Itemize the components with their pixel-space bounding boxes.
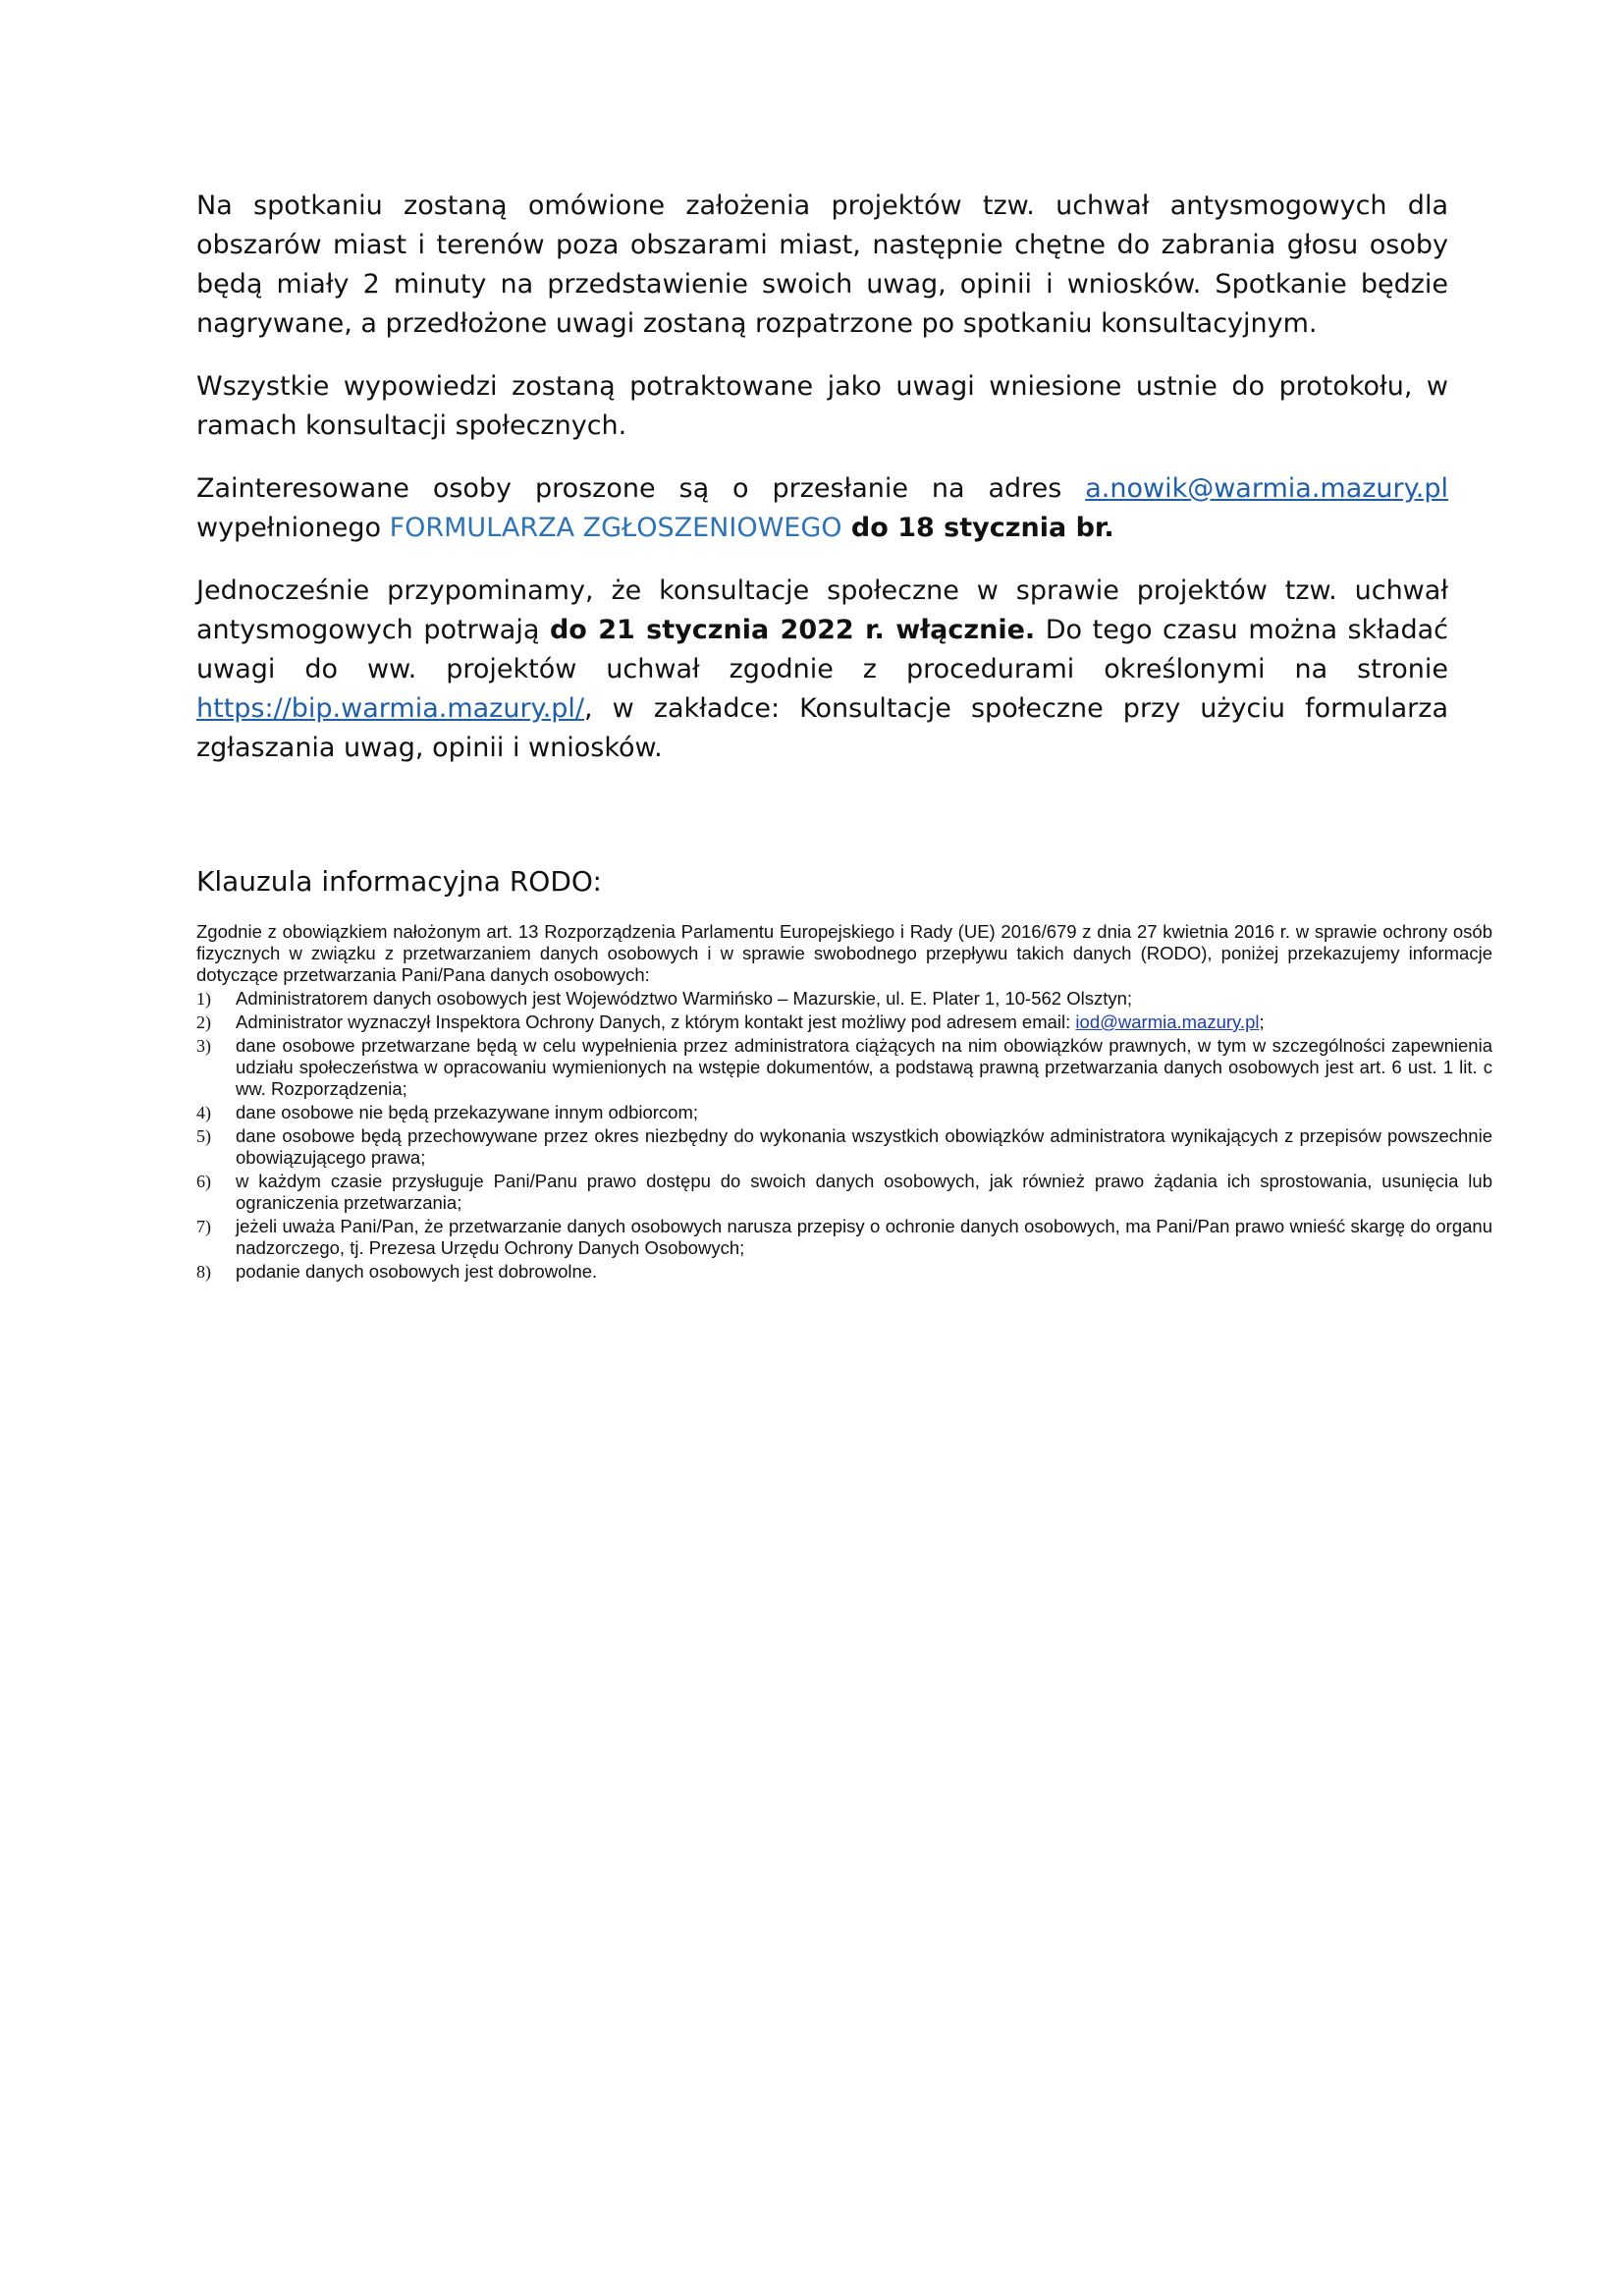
rodo-item-number: 2) xyxy=(196,1012,211,1032)
bip-link[interactable]: https://bip.warmia.mazury.pl/ xyxy=(196,693,585,724)
registration-form-link[interactable]: FORMULARZA ZGŁOSZENIOWEGO xyxy=(389,513,842,543)
email-link[interactable]: a.nowik@warmia.mazury.pl xyxy=(1085,473,1448,504)
rodo-clause xyxy=(196,921,1492,1283)
registration-text-after: wypełnionego xyxy=(196,513,390,543)
paragraph-registration xyxy=(196,469,1448,548)
rodo-item-number: 7) xyxy=(196,1217,211,1236)
document-page xyxy=(196,187,1492,1285)
rodo-item-text: Administratorem danych osobowych jest Województwo Warmińsko – Mazurskie, ul. E. Plater 1, 10-562 Olsztyn; xyxy=(236,988,1133,1009)
rodo-item-7 xyxy=(196,1216,1492,1259)
rodo-item-text: w każdym czasie przysługuje Pani/Panu prawo dostępu do swoich danych osobowych, jak również prawo żądania ich sprostowania, usunięcia lub ograniczenia przetwarzania; xyxy=(236,1171,1492,1213)
rodo-item-8 xyxy=(196,1261,1492,1283)
rodo-item-2 xyxy=(196,1011,1492,1033)
rodo-item-number: 1) xyxy=(196,989,211,1009)
rodo-item-text: dane osobowe nie będą przekazywane innym odbiorcom; xyxy=(236,1102,699,1122)
rodo-item-text: podanie danych osobowych jest dobrowolne. xyxy=(236,1261,598,1282)
rodo-item-number: 5) xyxy=(196,1126,211,1146)
rodo-item-number: 8) xyxy=(196,1262,211,1282)
consultation-text-2: Do tego czasu można składać uwagi do ww. projektów uchwał zgodnie z procedurami określonymi na stronie xyxy=(196,615,1449,684)
rodo-list xyxy=(196,988,1492,1283)
rodo-item-text-end: ; xyxy=(1259,1011,1265,1032)
paragraph-consultation-deadline xyxy=(196,572,1448,768)
paragraph-meeting-info xyxy=(196,187,1448,344)
rodo-item-1 xyxy=(196,988,1492,1010)
paragraph-statements-text: Wszystkie wypowiedzi zostaną potraktowane jako uwagi wniesione ustnie do protokołu, w ramach konsultacji społecznych. xyxy=(196,371,1448,441)
iod-email-link[interactable]: iod@warmia.mazury.pl xyxy=(1075,1011,1260,1032)
rodo-item-number: 4) xyxy=(196,1103,211,1122)
rodo-item-6 xyxy=(196,1171,1492,1214)
rodo-item-5 xyxy=(196,1125,1492,1169)
rodo-heading: Klauzula informacyjna RODO: xyxy=(196,865,602,898)
paragraph-statements xyxy=(196,367,1448,446)
rodo-item-4 xyxy=(196,1102,1492,1123)
paragraph-meeting-text: Na spotkaniu zostaną omówione założenia projektów tzw. uchwał antysmogowych dla obszarów miast i terenów poza obszarami miast, następnie chętne do zabrania głosu osoby będą miały 2 minuty na przedstawienie swoich uwag, opinii i wniosków. Spotkanie będzie nagrywane, a przedłożone uwagi zostaną rozpatrzone po spotkaniu konsultacyjnym. xyxy=(196,191,1448,339)
rodo-intro: Zgodnie z obowiązkiem nałożonym art. 13 Rozporządzenia Parlamentu Europejskiego i Rady (UE) 2016/679 z dnia 27 kwietnia 2016 r. w sprawie ochrony osób fizycznych w związku z przetwarzaniem danych osobowych i w sprawie swobodnego przepływu takich danych (RODO), poniżej przekazujemy informacje dotyczące przetwarzania Pani/Pana danych osobowych: xyxy=(196,921,1492,985)
rodo-item-text: jeżeli uważa Pani/Pan, że przetwarzanie danych osobowych narusza przepisy o ochronie danych osobowych, ma Pani/Pan prawo wnieść skargę do organu nadzorczego, tj. Prezesa Urzędu Ochrony Danych Osobowych; xyxy=(236,1216,1492,1258)
registration-deadline: do 18 stycznia br. xyxy=(841,513,1114,543)
rodo-item-number: 3) xyxy=(196,1036,211,1056)
consultation-text-3: , w zakładce: Konsultacje społeczne przy użyciu formularza zgłaszania uwag, opinii i wniosków. xyxy=(196,693,1448,763)
rodo-item-3 xyxy=(196,1035,1492,1100)
registration-text-before: Zainteresowane osoby proszone są o przesłanie na adres xyxy=(196,473,1086,504)
rodo-item-text: dane osobowe przetwarzane będą w celu wypełnienia przez administratora ciążących na nim obowiązków prawnych, w tym w szczególności zapewnienia udziału społeczeństwa w opracowaniu wymienionych na wstępie dokumentów, a podstawą prawną przetwarzania danych osobowych jest art. 6 ust. 1 lit. c ww. Rozporządzenia; xyxy=(236,1035,1492,1099)
rodo-item-text: dane osobowe będą przechowywane przez okres niezbędny do wykonania wszystkich obowiązków administratora wynikających z przepisów powszechnie obowiązującego prawa; xyxy=(236,1125,1492,1168)
consultation-deadline-date: do 21 stycznia 2022 r. włącznie. xyxy=(549,615,1036,645)
rodo-item-text: Administrator wyznaczył Inspektora Ochrony Danych, z którym kontakt jest możliwy pod adresem email: xyxy=(236,1011,1076,1032)
rodo-item-number: 6) xyxy=(196,1172,211,1191)
consultation-text-1: Jednocześnie przypominamy, że konsultacje społeczne w sprawie projektów tzw. uchwał antysmogowych potrwają xyxy=(196,575,1448,645)
